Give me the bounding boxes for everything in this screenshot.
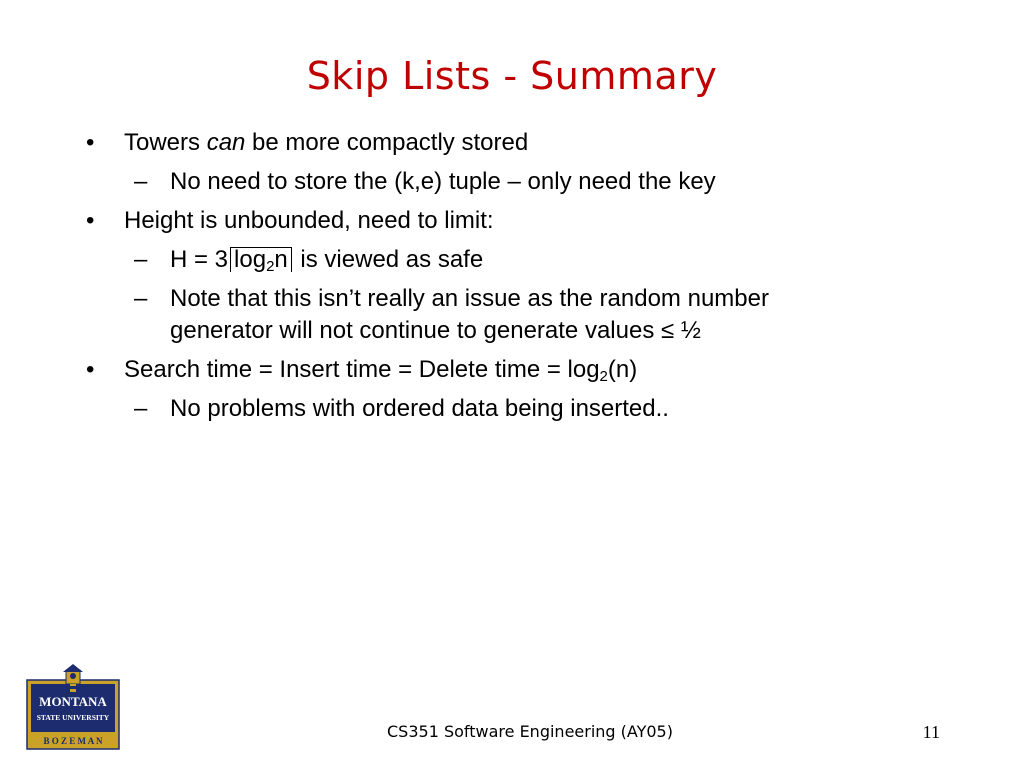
university-logo [26,664,120,750]
bullet-marker: • [86,356,95,383]
formula-log: log [234,246,267,273]
sub-bullet-text: generator will not continue to generate values ≤ ½ [170,317,701,344]
sub-bullet-item [86,242,946,278]
dash-marker: – [134,168,148,195]
bullet-item [86,352,946,388]
bullet-marker: • [86,207,95,234]
bullet-text: Towers [124,129,207,156]
dash-marker: – [134,395,148,422]
formula-suffix: is viewed as safe [293,246,484,273]
bullet-item [86,125,946,161]
bullet-text-italic: can [206,129,246,156]
formula-subscript: 2 [266,258,275,275]
sub-bullet-item [86,281,946,317]
sub-bullet-text: No need to store the (k,e) tuple – only need the key [170,168,716,195]
bullet-marker: • [86,129,95,156]
sub-bullet-item [86,164,946,200]
slide-title: Skip Lists - Summary [306,54,718,98]
sub-bullet-text: Note that this isn’t really an issue as the random number [170,285,769,312]
bullet-text: (n) [607,356,638,383]
dash-marker: – [134,246,148,273]
ceiling-bracket [230,246,292,275]
logo-line-1: MONTANA [39,694,107,709]
bullet-subscript: 2 [599,368,608,385]
sub-bullet-item [86,391,946,427]
formula-n: n [274,246,288,273]
bullet-item [86,203,946,239]
dash-marker: – [134,285,148,312]
footer-course: CS351 Software Engineering (AY05) [387,722,673,741]
bullet-text: be more compactly stored [245,129,529,156]
sub-bullet-text: No problems with ordered data being inserted.. [170,395,669,422]
formula-prefix: H = 3 [170,246,229,273]
page-number: 11 [922,722,940,742]
logo-graphic [26,664,120,750]
logo-line-2: STATE UNIVERSITY [36,713,110,722]
bullet-list [86,122,946,427]
bullet-text: Search time = Insert time = Delete time = log [124,356,600,383]
sub-bullet-continuation [86,313,946,349]
logo-line-3: B O Z E M A N [43,736,103,746]
bullet-text: Height is unbounded, need to limit: [124,207,494,234]
